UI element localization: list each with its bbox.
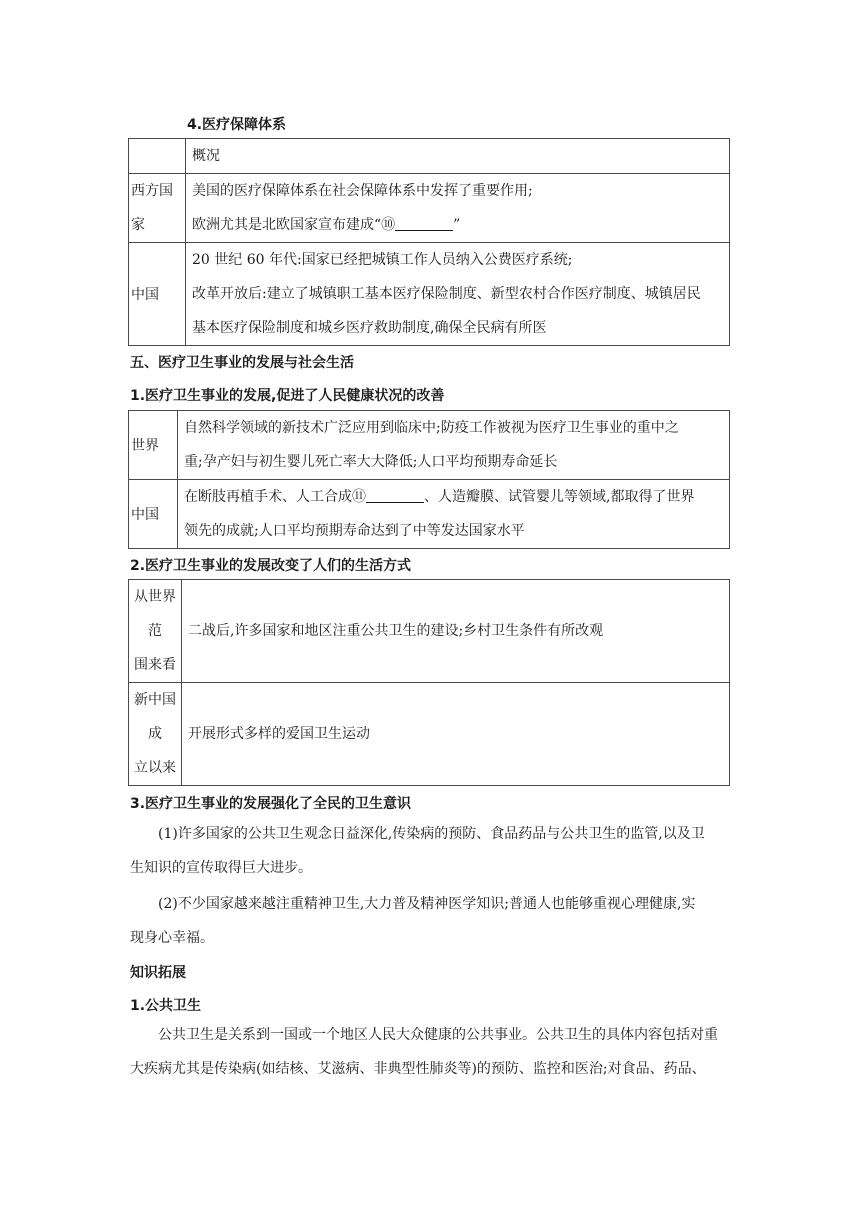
row-label-new-china: 新中国 成 立以来 [129,683,182,786]
table-row [129,243,730,346]
table-row [129,480,730,549]
health-improvement-table [128,410,730,549]
row-text-west: 美国的医疗保障体系在社会保障体系中发挥了重要作用; 欧洲尤其是北欧国家宣布建成“⑩ ” [186,174,730,243]
row-label-world-scope: 从世界 范 围来看 [129,580,182,683]
subsection-title-health-improvement: 1.医疗卫生事业的发展,促进了人民健康状况的改善 [130,388,445,404]
row-label-world: 世界 [129,411,178,480]
fill-blank-10 [395,216,453,231]
paragraph-awareness-1: (1)许多国家的公共卫生观念日益深化,传染病的预防、食品药品与公共卫生的监管,以及卫 生知识的宣传取得巨大进步。 [130,826,705,876]
header-empty-cell [129,139,186,174]
subsection-title-awareness: 3.医疗卫生事业的发展强化了全民的卫生意识 [130,796,412,812]
row-text-new-china: 开展形式多样的爱国卫生运动 [182,683,730,786]
row-label-china: 中国 [129,480,178,549]
subsection-title-lifestyle: 2.医疗卫生事业的发展改变了人们的生活方式 [130,558,412,574]
row-text-world-scope: 二战后,许多国家和地区注重公共卫生的建设;乡村卫生条件有所改观 [182,580,730,683]
row-label-china: 中国 [129,243,186,346]
section-title-knowledge-extension: 知识拓展 [130,965,186,981]
table-row [129,411,730,480]
table-row [129,174,730,243]
subsection-title-public-health: 1.公共卫生 [130,998,202,1014]
medical-security-table [128,138,730,346]
section-title-medical-security: 4.医疗保障体系 [187,117,287,133]
fill-blank-11 [366,488,424,503]
table-row [129,580,730,683]
row-label-west: 西方国 家 [129,174,186,243]
paragraph-public-health: 公共卫生是关系到一国或一个地区人民大众健康的公共事业。公共卫生的具体内容包括对重 大疾病尤其是传染病(如结核、艾滋病、非典型性肺炎等)的预防、监控和医治;对食品、药品、 [130,1027,718,1077]
row-text-china: 在断肢再植手术、人工合成⑪ 、人造瓣膜、试管婴儿等领域,都取得了世界 领先的成就;人口平均预期寿命达到了中等发达国家水平 [178,480,730,549]
lifestyle-table [128,579,730,786]
paragraph-awareness-2: (2)不少国家越来越注重精神卫生,大力普及精神医学知识;普通人也能够重视心理健康,实 现身心幸福。 [130,896,696,946]
row-text-world: 自然科学领域的新技术广泛应用到临床中;防疫工作被视为医疗卫生事业的重中之 重;孕产妇与初生婴儿死亡率大大降低;人口平均预期寿命延长 [178,411,730,480]
row-text-china: 20 世纪 60 年代:国家已经把城镇工作人员纳入公费医疗系统; 改革开放后:建立了城镇职工基本医疗保险制度、新型农村合作医疗制度、城镇居民 基本医疗保险制度和城乡医疗救助制度,确保全民病有所医 [186,243,730,346]
table-row [129,683,730,786]
header-overview: 概况 [186,139,730,174]
table-header-row [129,139,730,174]
section-title-healthcare-development: 五、医疗卫生事业的发展与社会生活 [130,355,354,371]
